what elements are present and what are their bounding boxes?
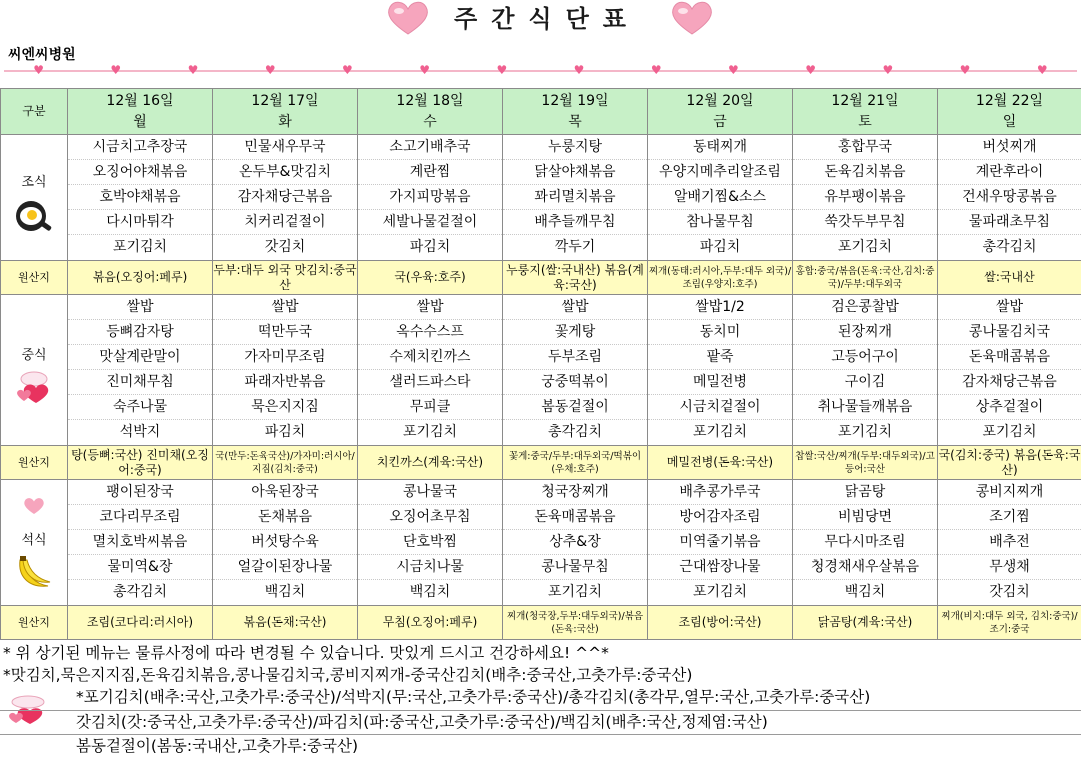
day-header: 12월 17일 화 [213,89,358,135]
origin-label: 원산지 [1,446,68,480]
day-menu-cell: 쌀밥 콩나물김치국 돈육매콤볶음 감자채당근볶음 상추겉절이 포기김치 [938,295,1081,446]
origin-row-dinner [1,606,1081,640]
day-menu-cell: 검은콩찰밥 된장찌개 고등어구이 구이김 취나물들깨볶음 포기김치 [793,295,938,446]
heart-right-icon [670,0,714,36]
heart-icon: ♥ [264,63,276,77]
origin-cell: 무침(오징어:페루) [358,606,503,640]
origin-cell: 찌개(동태:러시아,두부:대두 외국)/조림(우양지:호주) [648,261,793,295]
day-header: 12월 16일 월 [68,89,213,135]
heart-icon: ♥ [573,63,585,77]
day-menu-cell: 민물새우무국 온두부&맛김치 감자채당근볶음 치커리겉절이 갓김치 [213,135,358,261]
meal-row-dinner [1,480,1081,606]
day-menu-cell: 콩비지찌개 조기찜 배추전 무생채 갓김치 [938,480,1081,606]
origin-cell: 닭곰탕(계육:국산) [793,606,938,640]
heart-icon: ♥ [1036,63,1048,77]
origin-cell: 조림(코다리:러시아) [68,606,213,640]
meal-row-lunch [1,295,1081,446]
meal-row-breakfast [1,135,1081,261]
origin-cell: 누룽지(쌀:국내산) 볶음(계육:국산) [503,261,648,295]
day-menu-cell: 닭곰탕 비빔당면 무다시마조림 청경채새우살볶음 백김치 [793,480,938,606]
day-header: 12월 21일 토 [793,89,938,135]
origin-cell: 국(우육:호주) [358,261,503,295]
heart-icon: ♥ [419,63,430,77]
origin-cell: 쌀:국내산 [938,261,1081,295]
banana-icon [14,552,54,592]
heart-icon: ♥ [650,63,662,77]
origin-cell: 볶음(돈채:국산) [213,606,358,640]
day-header: 12월 19일 목 [503,89,648,135]
day-menu-cell: 쌀밥 등뼈감자탕 맛살계란말이 진미채무침 숙주나물 석박지 [68,295,213,446]
menu-change-note: * 위 상기된 메뉴는 물류사정에 따라 변경될 수 있습니다. 맛있게 드시고 건강하세요! ^^* [3,644,609,662]
origin-cell: 볶음(오징어:페루) [68,261,213,295]
heart-icon: ♥ [33,63,44,77]
day-menu-cell: 시금치고추장국 오징어야채볶음 호박야채볶음 다시마튀각 포기김치 [68,135,213,261]
origin-cell: 치킨까스(계육:국산) [358,446,503,480]
origin-cell: 찌개(비지:대두 외국, 김치:중국)/조기:중국 [938,606,1081,640]
cake-heart-icon [14,367,54,407]
origin-cell: 찌개(청국장,두부:대두외국)/볶음(돈육:국산) [503,606,648,640]
heart-icon: ♥ [728,63,739,77]
china-kimchi-note: *맛김치,묵은지지짐,돈육김치볶음,콩나물김치국,콩비지찌개-중국산김치(배추:중국산,고춧가루:중국산) [3,666,693,684]
title-bar [0,0,1081,40]
day-menu-cell: 소고기배추국 계란찜 가지피망볶음 세발나물겉절이 파김치 [358,135,503,261]
page-title: 주간식단표 [454,4,640,33]
origin-note-line: *포기김치(배추:국산,고춧가루:중국산)/석박지(무:국산,고춧가루:중국산)/총각김치(총각무,열무:국산,고춧가루:중국산) [76,688,871,706]
gubun-header: 구분 [1,89,68,135]
heart-icon: ♥ [959,63,971,77]
day-menu-cell: 팽이된장국 코다리무조림 멸치호박씨볶음 물미역&장 총각김치 [68,480,213,606]
heart-icon: ♥ [187,63,199,77]
day-menu-cell: 쌀밥1/2 동치미 팥죽 메밀전병 시금치겉절이 포기김치 [648,295,793,446]
day-header: 12월 22일 일 [938,89,1081,135]
kimchi-origin-box [0,686,1081,758]
header-row [1,89,1081,135]
day-menu-cell: 쌀밥 옥수수스프 수제치킨까스 샐러드파스타 무피클 포기김치 [358,295,503,446]
heart-icon: ♥ [882,63,894,77]
heart-icon: ♥ [496,63,508,77]
origin-row-breakfast [1,261,1081,295]
heart-icon: ♥ [342,63,353,77]
origin-label: 원산지 [1,261,68,295]
weekly-menu-table [0,88,1081,640]
notes-section [0,642,1081,686]
day-header: 12월 18일 수 [358,89,503,135]
origin-cell: 조림(방어:국산) [648,606,793,640]
day-menu-cell: 배추콩가루국 방어감자조림 미역줄기볶음 근대쌈장나물 포기김치 [648,480,793,606]
day-menu-cell: 버섯찌개 계란후라이 건새우땅콩볶음 물파래초무침 총각김치 [938,135,1081,261]
fried-egg-pan-icon [14,194,54,234]
origin-cell: 탕(등뼈:국산) 진미채(오징어:중국) [68,446,213,480]
day-menu-cell: 홍합무국 돈육김치볶음 유부팽이볶음 쑥갓두부무침 포기김치 [793,135,938,261]
heart-icon [23,497,45,515]
day-menu-cell: 쌀밥 꽃게탕 두부조림 궁중떡볶이 봄동겉절이 총각김치 [503,295,648,446]
origin-row-lunch [1,446,1081,480]
heart-icon: ♥ [110,63,122,77]
heart-icon: ♥ [805,63,817,77]
day-menu-cell: 동태찌개 우양지메추리알조림 알배기찜&소스 참나물무침 파김치 [648,135,793,261]
day-menu-cell: 아욱된장국 돈채볶음 버섯탕수육 얼갈이된장나물 백김치 [213,480,358,606]
day-menu-cell: 쌀밥 떡만두국 가자미무조림 파래자반볶음 묵은지지짐 파김치 [213,295,358,446]
heart-left-icon [386,0,430,36]
origin-cell: 찹쌀:국산/찌개(두부:대두외국)/고등어:국산 [793,446,938,480]
meal-label-dinner: 석식 [1,480,68,606]
day-menu-cell: 청국장찌개 돈육매콤볶음 상추&장 콩나물무침 포기김치 [503,480,648,606]
meal-label-breakfast: 조식 [1,135,68,261]
origin-note-line: 갓김치(갓:중국산,고춧가루:중국산)/파김치(파:중국산,고춧가루:중국산)/백김치(배추:국산,정제염:국산) [0,710,1081,734]
day-header: 12월 20일 금 [648,89,793,135]
origin-cell: 꽃게:중국/두부:대두외국/떡볶이(우채:호주) [503,446,648,480]
hospital-name: 씨엔씨병원 [8,47,76,63]
day-menu-cell: 콩나물국 오징어초무침 단호박찜 시금치나물 백김치 [358,480,503,606]
origin-cell: 국(만두:돈육국산)/가자미:러시아/지짐(김치:중국) [213,446,358,480]
origin-note-line: 봄동겉절이(봄동:국내산,고춧가루:중국산) [0,734,1081,758]
origin-label: 원산지 [1,606,68,640]
origin-cell: 메밀전병(돈육:국산) [648,446,793,480]
origin-cell: 두부:대두 외국 맛김치:중국산 [213,261,358,295]
meal-label-lunch: 중식 [1,295,68,446]
origin-cell: 홍합:중국/볶음(돈육:국산,김치:중국)/두부:대두외국 [793,261,938,295]
heart-divider [0,64,1081,78]
origin-cell: 국(김치:중국) 볶음(돈육:국산) [938,446,1081,480]
day-menu-cell: 누룽지탕 닭살야채볶음 꽈리멸치볶음 배추들깨무침 깍두기 [503,135,648,261]
